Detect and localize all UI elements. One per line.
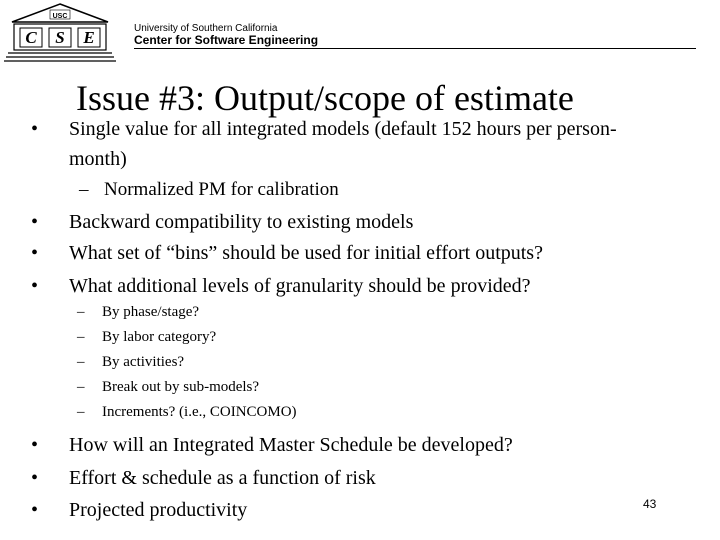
bullet-icon: • xyxy=(31,118,39,140)
list-item xyxy=(77,354,185,371)
dash-icon: – xyxy=(77,404,85,420)
list-item xyxy=(77,379,260,396)
dash-icon: – xyxy=(77,329,85,345)
svg-text:S: S xyxy=(55,28,65,47)
page-number: 43 xyxy=(643,497,657,511)
svg-text:C: C xyxy=(25,28,37,47)
bullet-icon: • xyxy=(31,434,39,456)
bullet-icon: • xyxy=(31,499,39,521)
list-item xyxy=(31,211,414,234)
list-item xyxy=(31,118,617,141)
list-item-text: By phase/stage? xyxy=(102,304,200,320)
bullet-icon: • xyxy=(31,242,39,264)
list-item xyxy=(79,179,339,201)
list-item-text: month) xyxy=(69,148,127,170)
list-item-text: What set of “bins” should be used for initial effort outputs? xyxy=(69,242,543,264)
slide-title: Issue #3: Output/scope of estimate xyxy=(76,78,574,118)
list-item xyxy=(77,329,217,346)
dash-icon: – xyxy=(79,179,89,200)
list-item-text: Single value for all integrated models (default 152 hours per person- xyxy=(69,118,617,140)
list-item-text: By labor category? xyxy=(102,329,217,345)
dash-icon: – xyxy=(77,354,85,370)
list-item xyxy=(31,434,513,457)
list-item xyxy=(31,467,376,490)
list-item xyxy=(31,499,248,522)
center-name: Center for Software Engineering xyxy=(134,33,319,47)
list-item-text: Normalized PM for calibration xyxy=(104,179,339,200)
list-item-text: Break out by sub-models? xyxy=(102,379,260,395)
svg-text:E: E xyxy=(83,28,95,47)
list-item-text: What additional levels of granularity should be provided? xyxy=(69,275,531,297)
list-item xyxy=(77,404,297,421)
list-item xyxy=(69,148,127,171)
university-name: University of Southern California xyxy=(134,23,278,34)
list-item-text: How will an Integrated Master Schedule be developed? xyxy=(69,434,513,456)
list-item xyxy=(77,304,200,321)
dash-icon: – xyxy=(77,304,85,320)
svg-text:USC: USC xyxy=(52,13,68,20)
list-item-text: Projected productivity xyxy=(69,499,248,521)
list-item xyxy=(31,242,543,265)
bullet-icon: • xyxy=(31,275,39,297)
dash-icon: – xyxy=(77,379,85,395)
bullet-icon: • xyxy=(31,211,39,233)
list-item-text: Increments? (i.e., COINCOMO) xyxy=(102,404,297,420)
list-item xyxy=(31,275,531,298)
list-item-text: Effort & schedule as a function of risk xyxy=(69,467,376,489)
bullet-icon: • xyxy=(31,467,39,489)
list-item-text: By activities? xyxy=(102,354,185,370)
list-item-text: Backward compatibility to existing models xyxy=(69,211,414,233)
